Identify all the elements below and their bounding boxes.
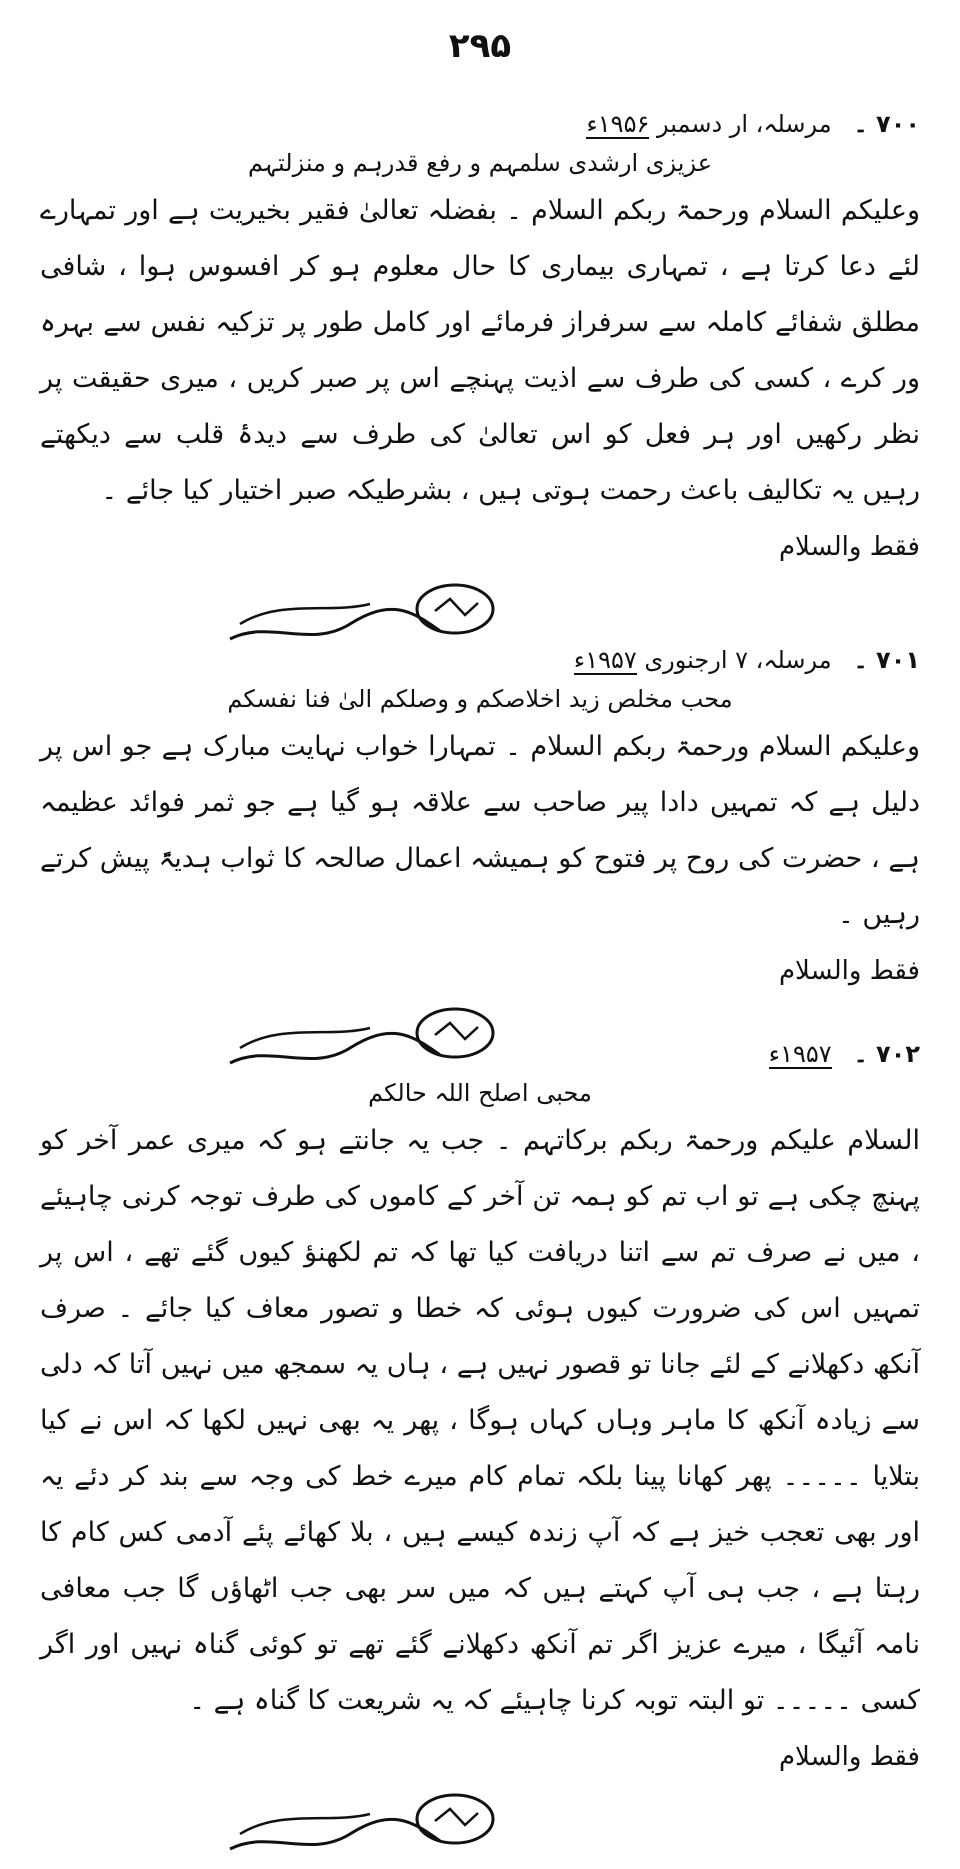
letter-body bbox=[40, 719, 920, 943]
letter-702 bbox=[40, 1040, 920, 1869]
letter-body bbox=[40, 1113, 920, 1729]
letter-number: ۷۰۲ ۔ bbox=[853, 1040, 920, 1068]
dateline-text: مرسلہ، ار دسمبر bbox=[656, 110, 832, 138]
salutation: محب مخلص زید اخلاصکم و وصلکم الیٰ فنا نفسکم bbox=[227, 685, 733, 714]
letter-body-text: وعلیکم السلام ورحمۃ ربکم السلام ۔ تمہارا خواب نہایت مبارک ہے جو اس پر دلیل ہے کہ تمہیں دادا پیر صاحب سے علاقہ ہو گیا ہے جو ثمر فوائد عظیمہ ہے ، حضرت کی روح پر فتوح کو ہمیشہ اعمال صالحہ کا ثواب ہدیۃً پیش کرتے رہیں ۔ bbox=[40, 731, 920, 931]
letter-701 bbox=[40, 646, 920, 1083]
salutation: عزیزی ارشدی سلمہم و رفع قدرہم و منزلتہم bbox=[247, 149, 713, 178]
letter-header bbox=[40, 1040, 920, 1069]
page-number: ۲۹۵ bbox=[448, 26, 512, 66]
signature bbox=[210, 1789, 510, 1869]
letter-dateline bbox=[574, 646, 832, 675]
letter-dateline bbox=[586, 110, 831, 139]
letter-body-text: السلام علیکم ورحمۃ ربکم برکاتہم ۔ جب یہ جانتے ہو کہ میری عمر آخر کو پہنچ چکی ہے تو اب تم کو ہمہ تن آخر کے کاموں کی طرف توجہ کرنی چاہیئے ، میں نے صرف تم سے اتنا دریافت کیا تھا کہ تم لکھنؤ کیوں گئے تھے ، اس پر تمہیں اس کی ضرورت کیوں ہوئی کہ خطا و تصور معاف کیا جائے ۔ صرف آنکھ دکھلانے کے لئے جانا تو قصور نہیں ہے ، ہاں یہ سمجھ میں نہیں آتا کہ دلی سے زیادہ آنکھ کا ماہر وہاں کہاں ہوگا ، پھر یہ بھی نہیں لکھا کہ اس نے کیا بتلایا ۔۔۔۔۔ پھر کھانا پینا بلکہ تمام کام میرے خط کی وجہ سے بند کر دئے یہ اور بھی تعجب خیز ہے کہ آپ زندہ کیسے ہیں ، بلا کھائے پئے آدمی کس کام کا رہتا ہے ، جب ہی آپ کہتے ہیں کہ میں سر بھی جب اٹھاؤں گا جب معافی نامہ آئیگا ، میرے عزیز اگر تم آنکھ دکھلانے گئے تھے تو کوئی گناہ نہیں اور اگر کسی ۔۔۔۔۔ تو البتہ توبہ کرنا چاہیئے کہ یہ شریعت کا گناہ ہے ۔ bbox=[40, 1125, 920, 1717]
letter-date: ۱۹۵۶ء bbox=[586, 110, 650, 138]
salutation: محبی اصلح اللہ حالکم bbox=[368, 1079, 592, 1108]
letter-header bbox=[40, 646, 920, 675]
letter-number: ۷۰۰ ۔ bbox=[853, 110, 920, 138]
letter-700 bbox=[40, 110, 920, 659]
closing: فقط والسلام bbox=[778, 956, 920, 987]
letter-header bbox=[40, 110, 920, 139]
dateline-text: مرسلہ، ۷ ارجنوری bbox=[644, 646, 832, 674]
letter-number: ۷۰۱ ۔ bbox=[853, 646, 920, 674]
letter-body-text: وعلیکم السلام ورحمۃ ربکم السلام ۔ بفضلہ تعالیٰ فقیر بخیریت ہے اور تمہارے لئے دعا کرتا ہے ، تمہاری بیماری کا حال معلوم ہو کر افسوس ہوا ، شافی مطلق شفائے کاملہ سے سرفراز فرمائے اور کامل طور پر تزکیہ نفس سے بہرہ ور کرے ، کسی کی طرف سے اذیت پہنچے اس پر صبر کریں ، میری حقیقت پر نظر رکھیں اور ہر فعل کو اس تعالیٰ کی طرف سے دیدۂ قلب سے دیکھتے رہیں یہ تکالیف باعث رحمت ہوتی ہیں ، بشرطیکہ صبر اختیار کیا جائے ۔ bbox=[40, 195, 920, 507]
letter-body bbox=[40, 183, 920, 519]
closing: فقط والسلام bbox=[778, 1742, 920, 1773]
signature-scribble-icon bbox=[210, 1789, 510, 1869]
letter-dateline bbox=[769, 1040, 832, 1069]
letter-date: ۱۹۵۷ء bbox=[768, 1040, 832, 1068]
closing: فقط والسلام bbox=[778, 532, 920, 563]
letter-date: ۱۹۵۷ء bbox=[573, 646, 637, 674]
